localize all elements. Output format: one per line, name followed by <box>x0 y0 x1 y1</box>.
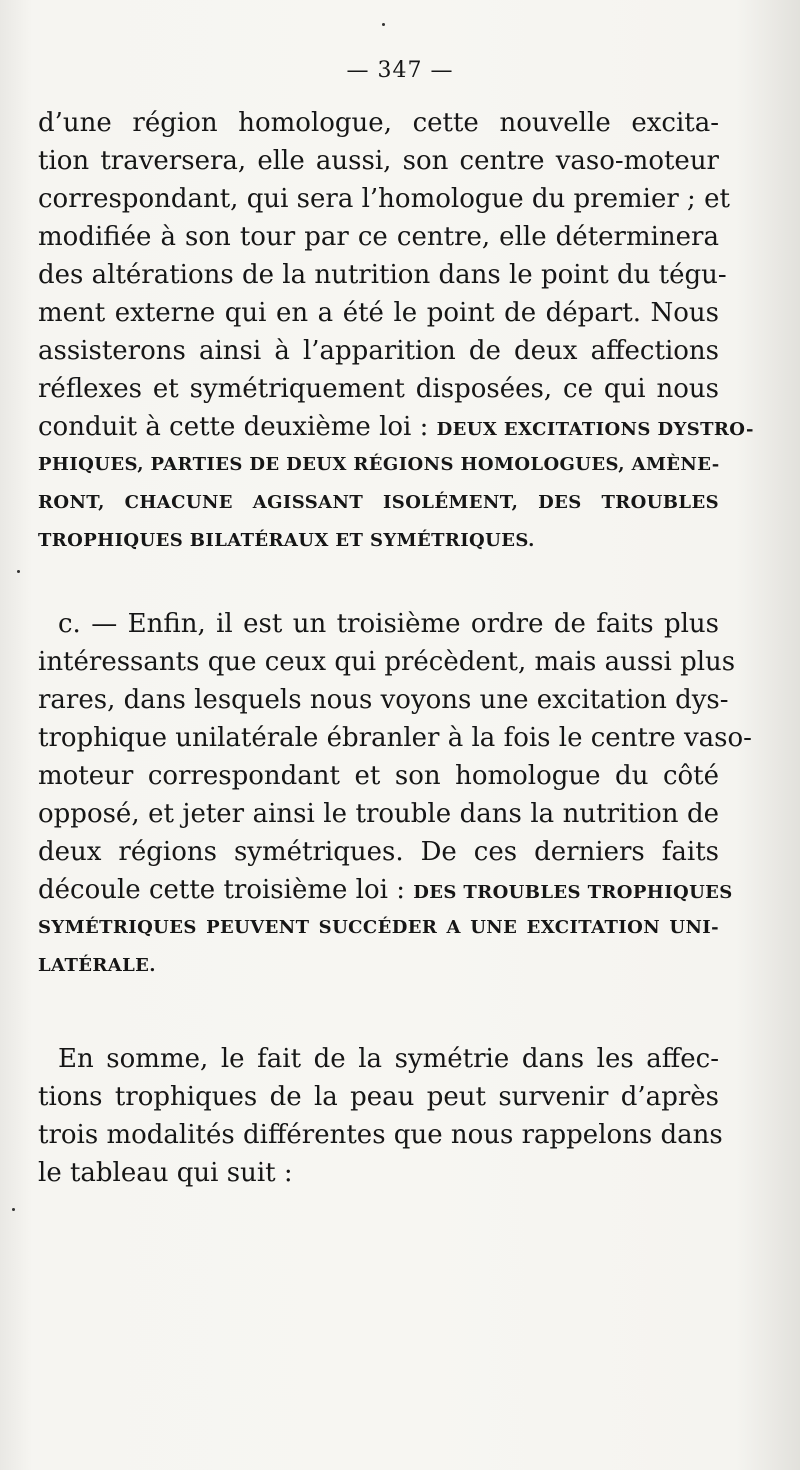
second-law-line: TROPHIQUES BILATÉRAUX ET SYMÉTRIQUES. <box>38 530 535 551</box>
third-law-line <box>38 871 733 909</box>
ink-speck <box>382 23 385 26</box>
second-law-intro: conduit à cette deuxième loi : <box>38 412 437 442</box>
body-line: intéressants que ceux qui précèdent, mais aussi plus <box>38 647 736 677</box>
ink-speck <box>17 570 20 573</box>
body-line: moteur correspondant et son homologue du côté <box>38 761 719 791</box>
body-line: rares, dans lesquels nous voyons une excitation dys- <box>38 685 729 715</box>
ink-speck <box>12 1208 15 1211</box>
third-law-intro: découle cette troisième loi : <box>38 875 414 905</box>
body-line: correspondant, qui sera l’homologue du premier ; et <box>38 184 730 214</box>
second-law-line <box>38 408 754 446</box>
body-line: des altérations de la nutrition dans le point du tégu- <box>38 260 727 290</box>
second-law-text: DEUX EXCITATIONS DYSTRO- <box>436 419 754 440</box>
body-line: trois modalités différentes que nous rappelons dans <box>38 1120 723 1150</box>
body-line: deux régions symétriques. De ces derniers faits <box>38 837 719 867</box>
body-line: ment externe qui en a été le point de départ. Nous <box>38 298 719 328</box>
body-line: d’une région homologue, cette nouvelle excita- <box>38 108 719 138</box>
body-line: trophique unilatérale ébranler à la fois le centre vaso- <box>38 723 752 753</box>
body-line: c. — Enfin, il est un troisième ordre de faits plus <box>58 609 719 639</box>
body-line: modifiée à son tour par ce centre, elle déterminera <box>38 222 719 252</box>
body-line: En somme, le fait de la symétrie dans les affec- <box>58 1044 719 1074</box>
third-law-line: SYMÉTRIQUES PEUVENT SUCCÉDER A UNE EXCITATION UNI- <box>38 917 719 938</box>
body-line: opposé, et jeter ainsi le trouble dans la nutrition de <box>38 799 719 829</box>
third-law-line: LATÉRALE. <box>38 955 156 976</box>
body-line: le tableau qui suit : <box>38 1158 293 1188</box>
page-number: — 347 — <box>346 58 454 83</box>
third-law-text: DES TROUBLES TROPHIQUES <box>413 882 733 903</box>
body-line: assisterons ainsi à l’apparition de deux affections <box>38 336 719 366</box>
second-law-line: RONT, CHACUNE AGISSANT ISOLÉMENT, DES TROUBLES <box>38 492 719 513</box>
body-line: tions trophiques de la peau peut survenir d’après <box>38 1082 719 1112</box>
body-line: réflexes et symétriquement disposées, ce qui nous <box>38 374 719 404</box>
body-line: tion traversera, elle aussi, son centre vaso-moteur <box>38 146 719 176</box>
second-law-line: PHIQUES, PARTIES DE DEUX RÉGIONS HOMOLOGUES, AMÈNE- <box>38 454 720 475</box>
